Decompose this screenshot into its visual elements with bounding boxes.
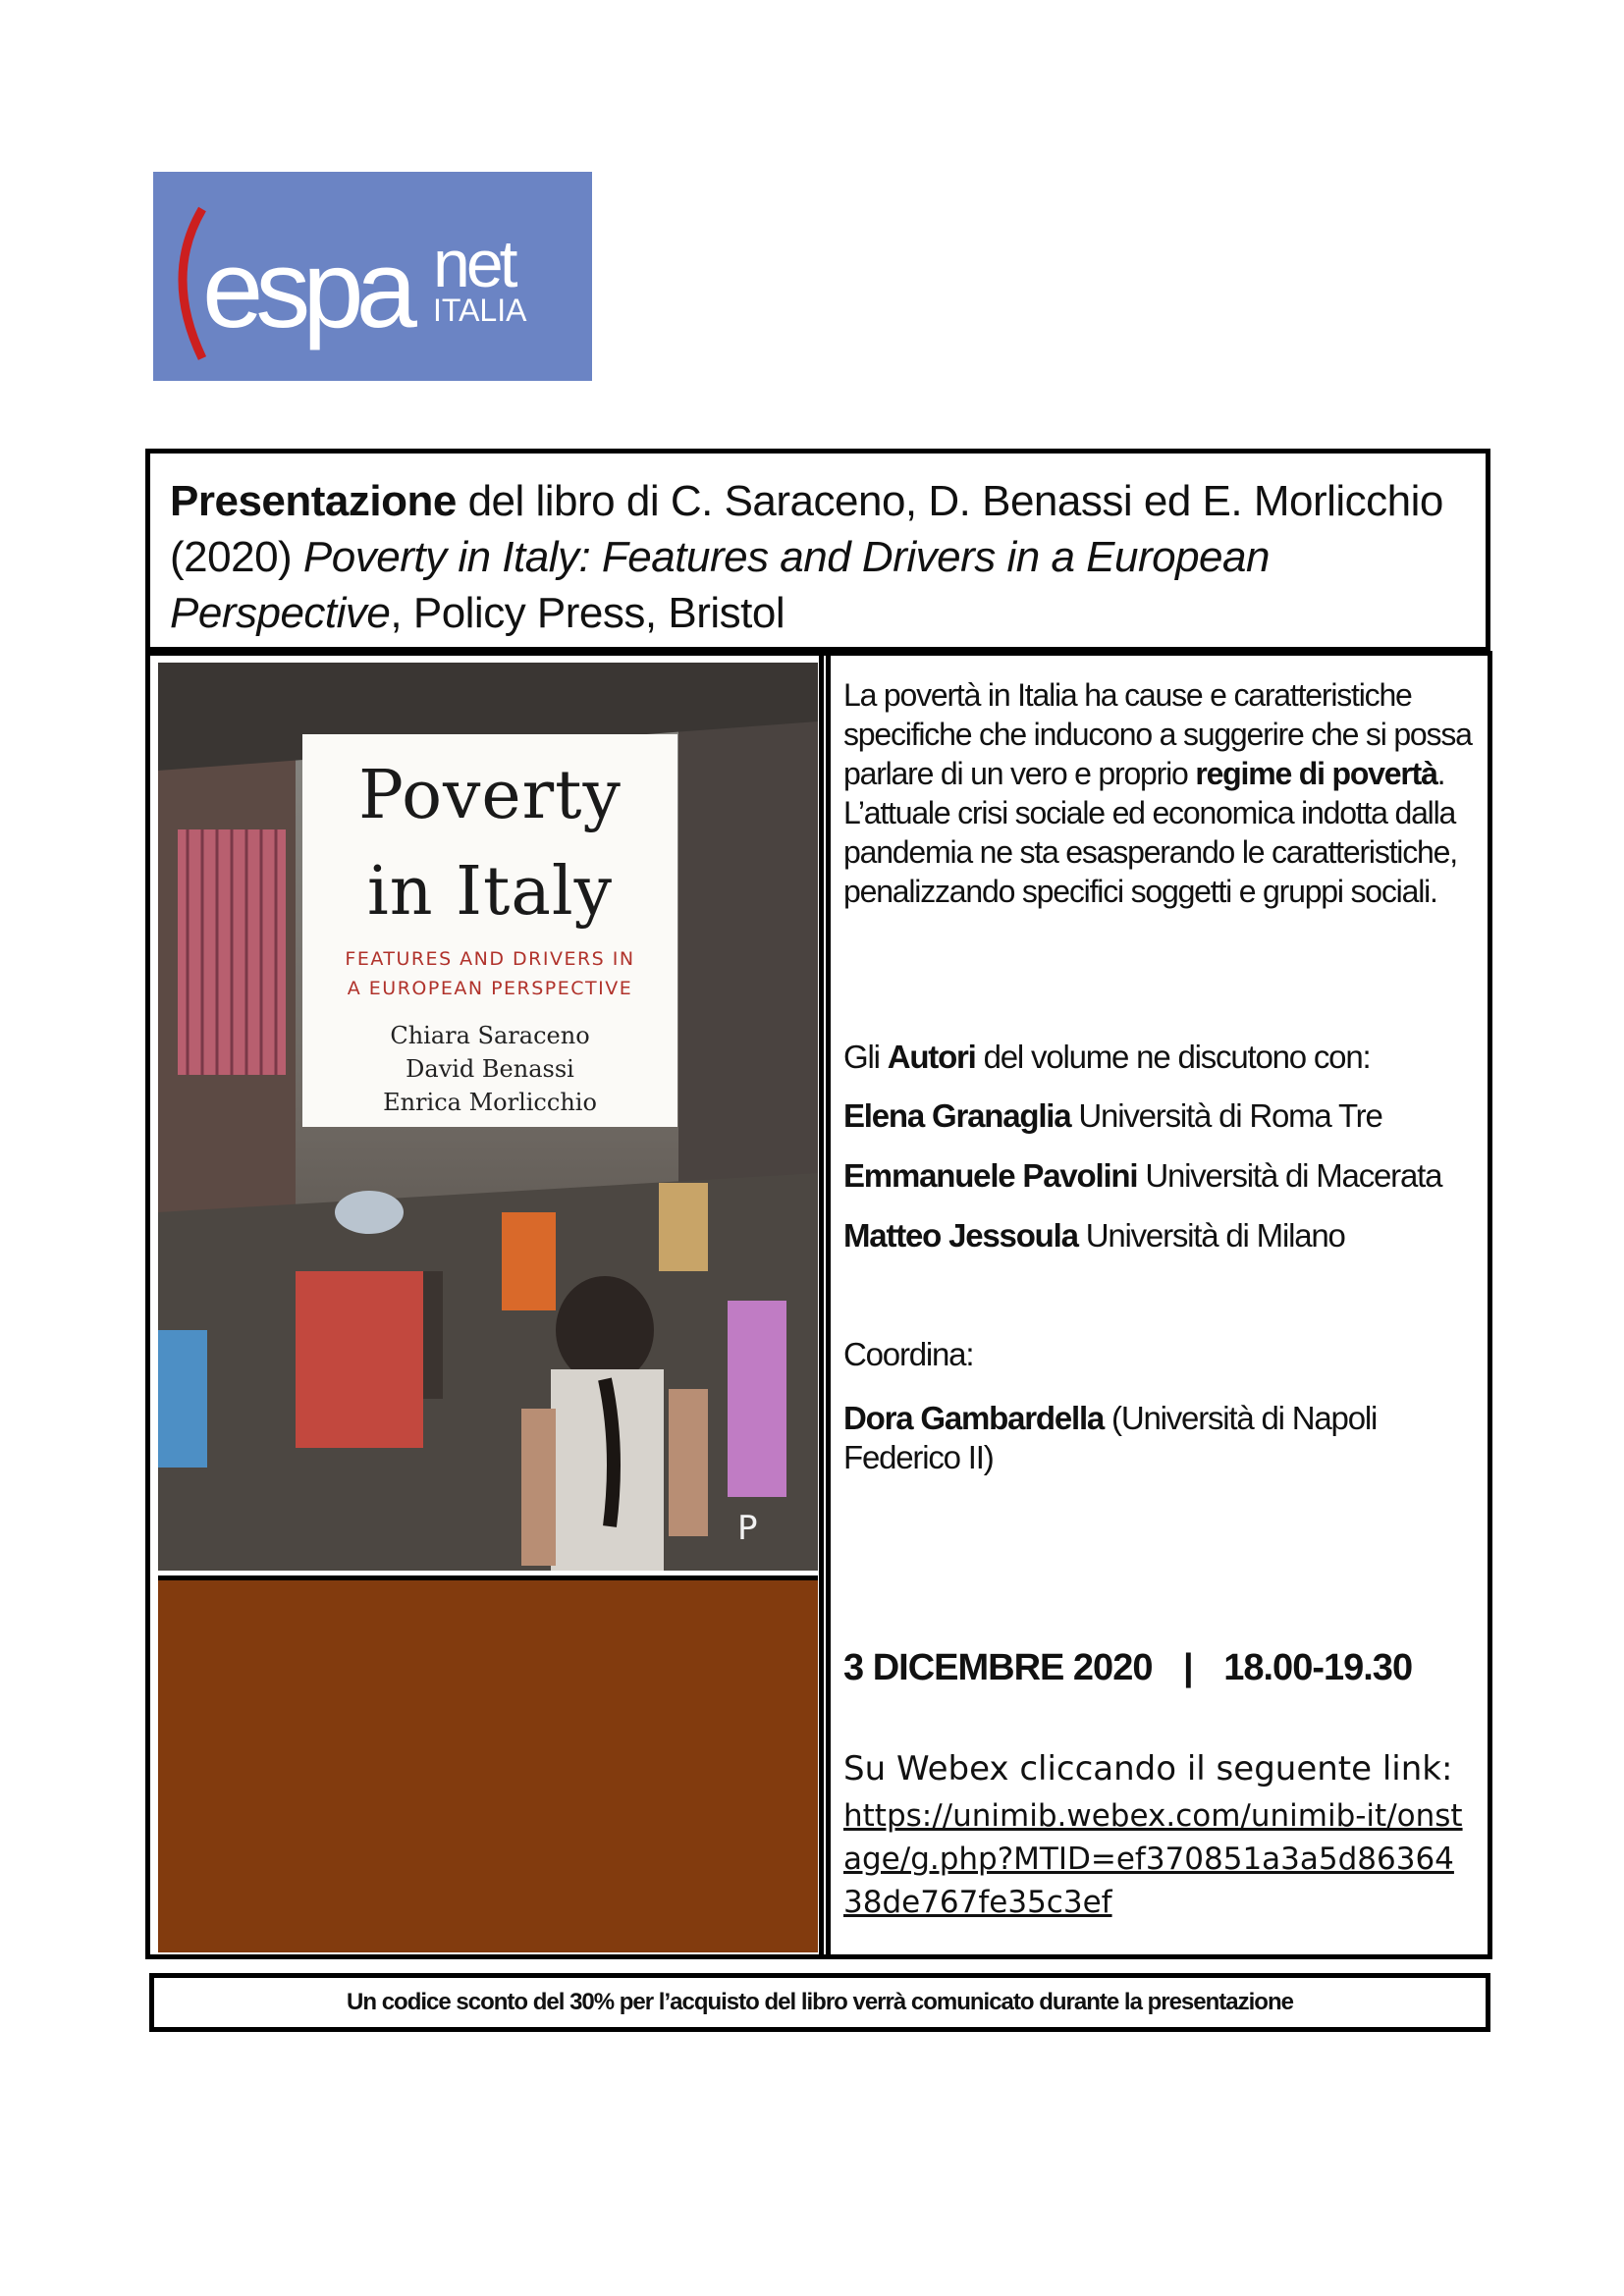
speaker-row <box>843 1097 1382 1135</box>
cover-author: Chiara Saraceno <box>390 1022 590 1049</box>
moderator-name: Dora Gambardella <box>843 1400 1105 1436</box>
event-date-time <box>843 1647 1412 1689</box>
speaker-name: Matteo Jessoula <box>843 1217 1078 1254</box>
moderator-affiliation-line2: Federico II) <box>843 1439 994 1475</box>
discussion-intro-pre: Gli <box>843 1039 888 1075</box>
moderator-row <box>843 1400 1377 1437</box>
speaker-name: Elena Granaglia <box>843 1097 1071 1134</box>
book-cover-image <box>158 663 818 1571</box>
column-divider <box>819 656 831 1954</box>
discussion-intro-post: del volume ne discutono con: <box>975 1039 1371 1075</box>
logo-net-text: net <box>433 227 514 301</box>
speaker-affiliation: Università di Milano <box>1077 1217 1345 1254</box>
main-box <box>145 651 1492 1959</box>
title-publisher: , Policy Press, Bristol <box>390 589 785 637</box>
webex-link[interactable]: https://unimib.webex.com/unimib-it/onstage/g.php?MTID=ef370851a3a5d8636438de767fe35c3ef <box>843 1798 1463 1920</box>
event-separator: | <box>1183 1647 1193 1688</box>
event-time: 18.00-19.30 <box>1223 1647 1413 1688</box>
moderator-affiliation: (Università di Napoli <box>1104 1400 1378 1436</box>
title-book-title: Poverty in Italy: Features and Drivers in a European Perspective <box>170 533 1270 637</box>
cover-author: Enrica Morlicchio <box>383 1089 597 1116</box>
discussion-intro <box>843 1039 1370 1076</box>
webex-label: Su Webex cliccando il seguente link: <box>843 1749 1453 1789</box>
cover-author: David Benassi <box>406 1055 574 1083</box>
publisher-mark: P <box>737 1509 758 1548</box>
discount-promo-box: Un codice sconto del 30% per l’acquisto del libro verrà comunicato durante la presentazione <box>149 1973 1490 2032</box>
speaker-affiliation: Università di Macerata <box>1137 1157 1442 1194</box>
logo-italia-text: ITALIA <box>433 293 527 328</box>
cover-title-line2: in Italy <box>366 853 614 931</box>
speaker-affiliation: Università di Roma Tre <box>1070 1097 1382 1134</box>
title-intro: del libro di C. Saraceno, D. Benassi ed E. Morlicchio (2020) <box>170 477 1443 581</box>
logo-espa-text: espa <box>202 228 409 350</box>
espanet-italia-logo <box>153 172 592 381</box>
cover-title-card <box>302 734 677 1127</box>
description-part1: La povertà in Italia ha cause e caratteristiche specifiche che inducono a suggerire che si possa parlare di un vero e proprio <box>843 677 1472 791</box>
title-text <box>170 473 1466 641</box>
logo-parenthesis <box>183 209 202 358</box>
event-date: 3 DICEMBRE 2020 <box>843 1647 1153 1688</box>
description-paragraph <box>843 675 1472 911</box>
brown-placeholder-block <box>158 1575 818 1952</box>
speaker-row <box>843 1217 1345 1255</box>
speaker-row <box>843 1157 1441 1195</box>
cover-subtitle-line2: A EUROPEAN PERSPECTIVE <box>347 978 633 999</box>
moderator-label: Coordina: <box>843 1336 974 1372</box>
speaker-name: Emmanuele Pavolini <box>843 1157 1138 1194</box>
description-bold: regime di povertà <box>1195 756 1437 791</box>
description-part2: . L’attuale crisi sociale ed economica indotta dalla pandemia ne sta esasperando le caratteristiche, penalizzando specifici soggetti e gruppi sociali. <box>843 756 1457 909</box>
cover-title-line1: Poverty <box>358 757 622 834</box>
discussion-intro-bold: Autori <box>887 1039 976 1075</box>
cover-subtitle-line1: FEATURES AND DRIVERS IN <box>345 948 635 970</box>
logo-graphic <box>153 172 592 381</box>
title-box <box>145 449 1490 652</box>
title-bold-word: Presentazione <box>170 477 457 525</box>
